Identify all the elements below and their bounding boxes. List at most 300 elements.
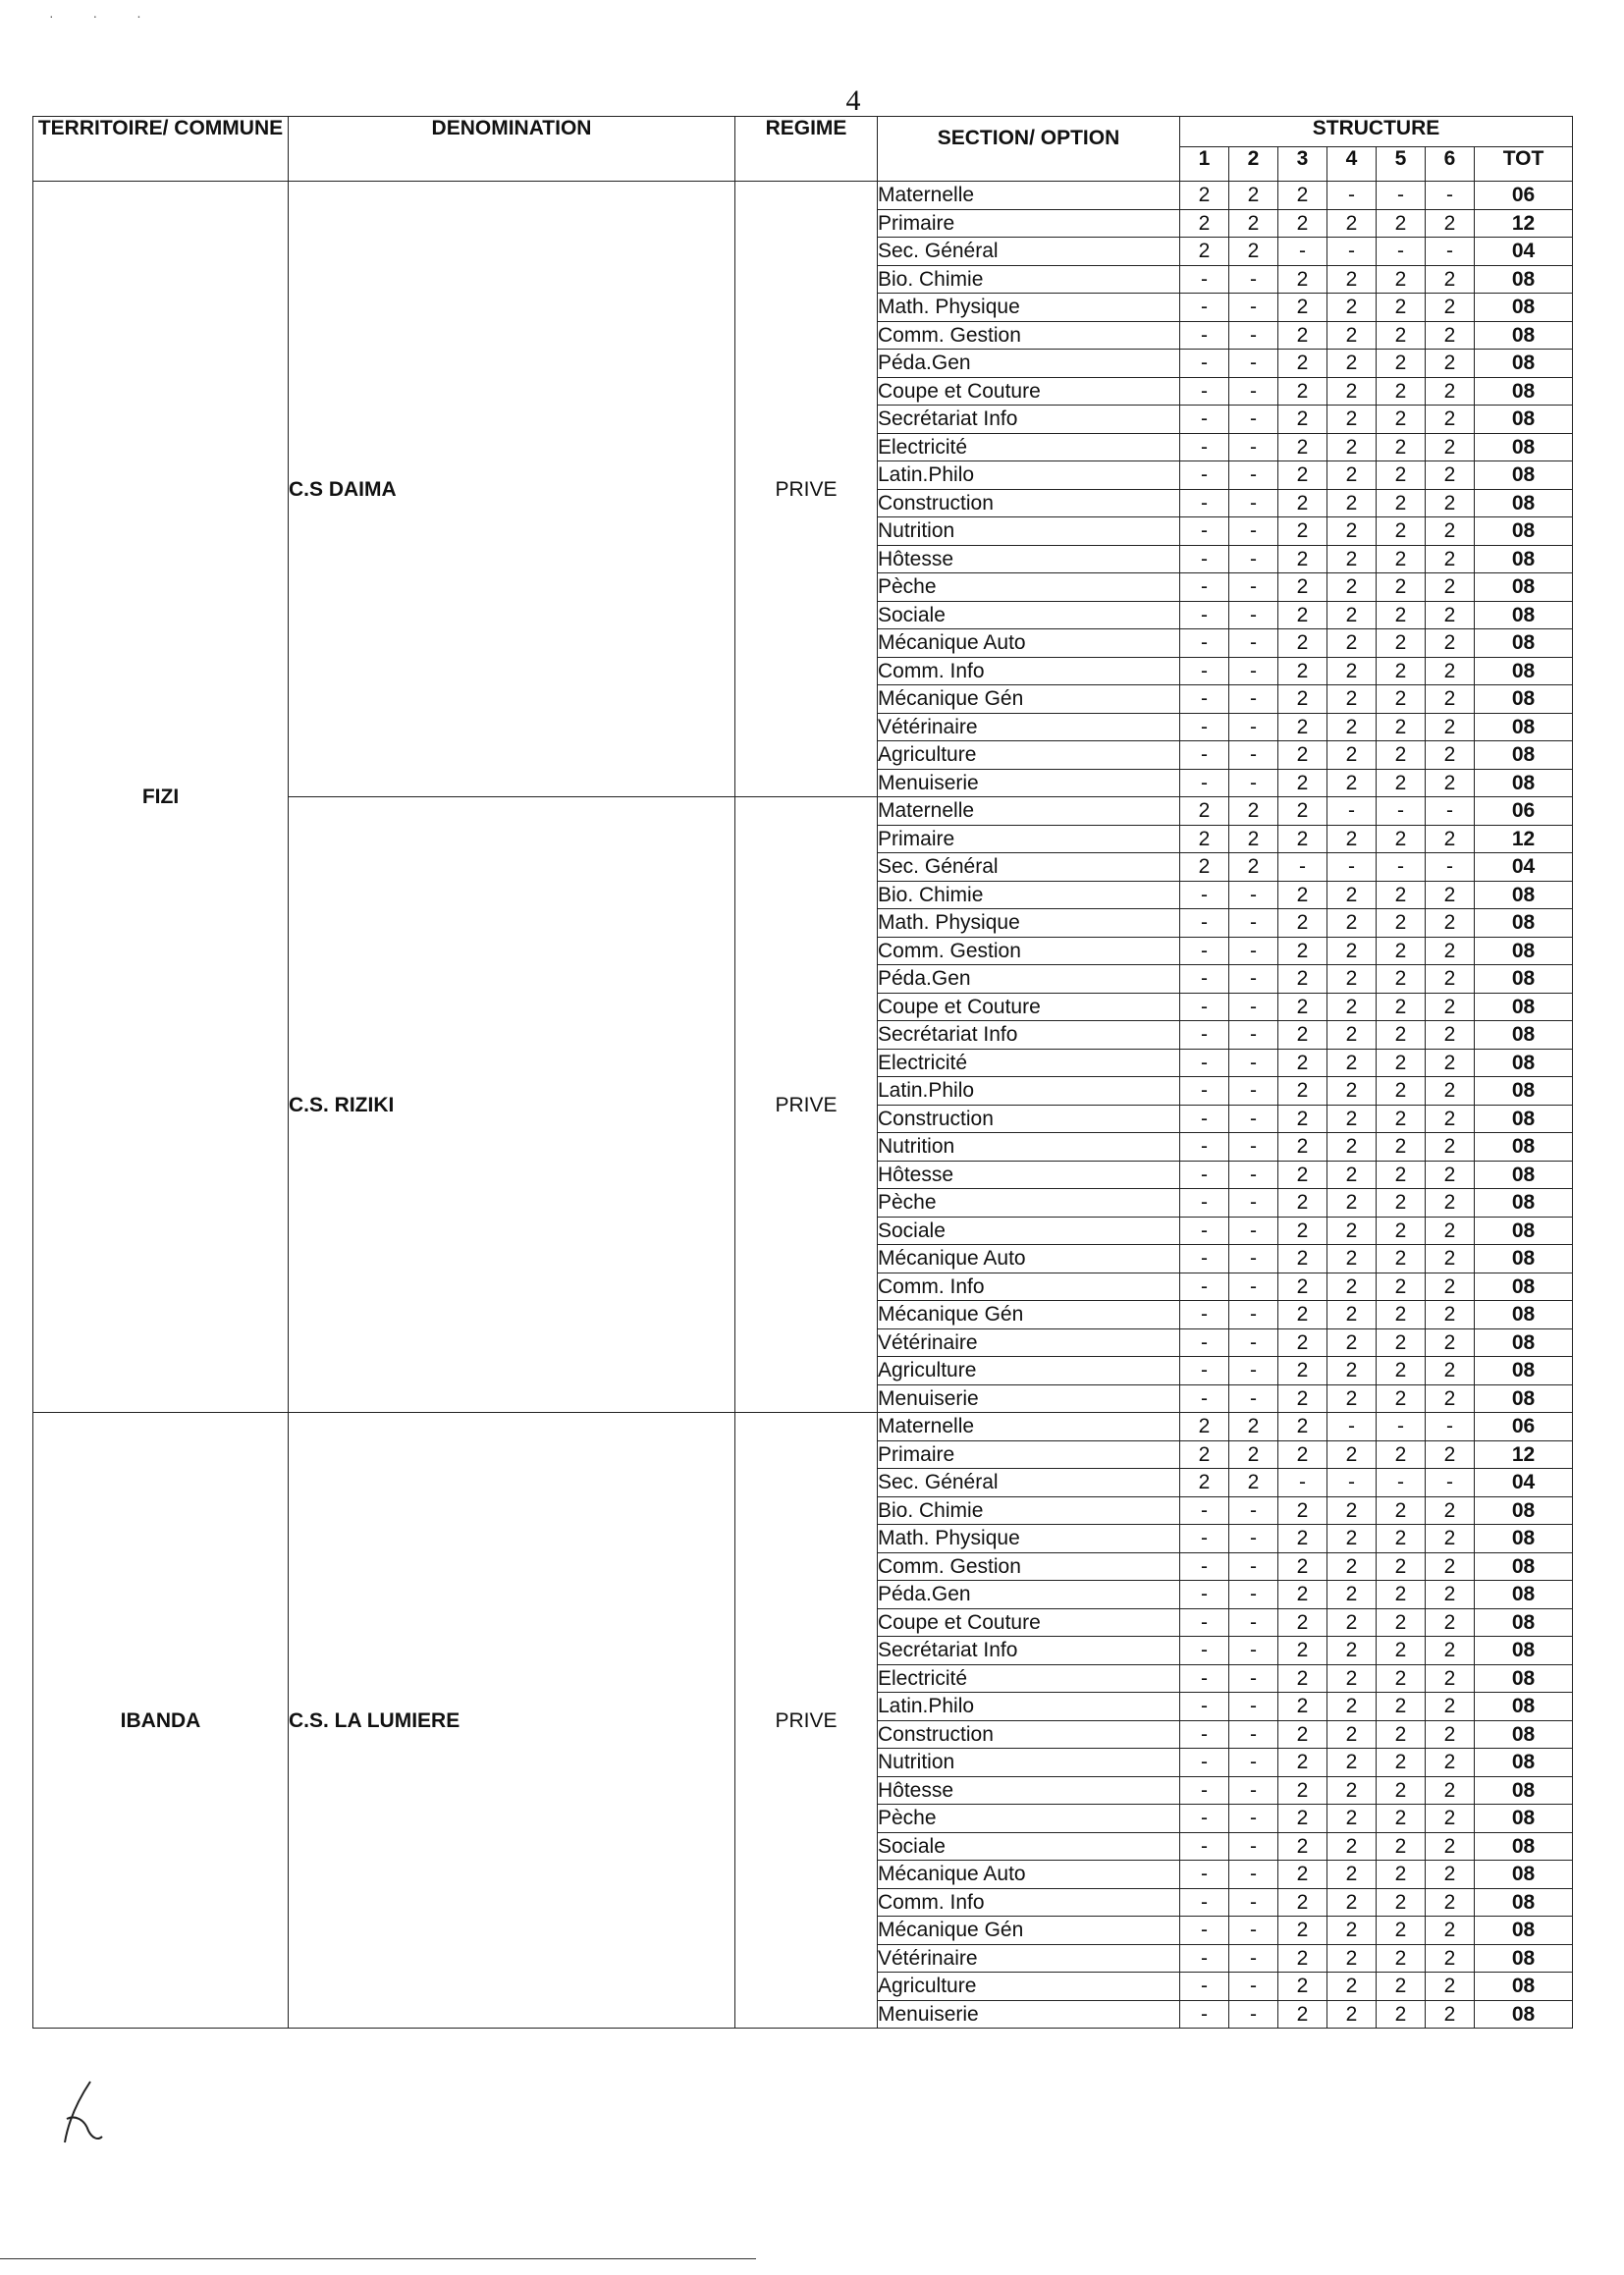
level-1-cell: -: [1180, 433, 1229, 461]
level-2-cell: -: [1229, 350, 1278, 378]
tot-cell: 08: [1475, 1944, 1573, 1973]
option-cell: Math. Physique: [878, 1525, 1180, 1553]
option-cell: Electricité: [878, 1664, 1180, 1693]
level-2-cell: -: [1229, 1161, 1278, 1189]
tot-cell: 08: [1475, 741, 1573, 770]
tot-cell: 08: [1475, 965, 1573, 994]
level-6-cell: 2: [1426, 825, 1475, 853]
tot-cell: 08: [1475, 1805, 1573, 1833]
level-1-cell: 2: [1180, 182, 1229, 210]
level-1-cell: -: [1180, 489, 1229, 517]
level-1-cell: -: [1180, 601, 1229, 629]
level-1-cell: -: [1180, 461, 1229, 490]
level-4-cell: 2: [1327, 1273, 1377, 1301]
level-6-cell: 2: [1426, 1273, 1475, 1301]
tot-cell: 08: [1475, 1973, 1573, 2001]
option-cell: Menuiserie: [878, 769, 1180, 797]
level-6-cell: 2: [1426, 1637, 1475, 1665]
tot-cell: 08: [1475, 601, 1573, 629]
level-6-cell: 2: [1426, 433, 1475, 461]
level-3-cell: 2: [1278, 1720, 1327, 1749]
level-5-cell: 2: [1377, 1637, 1426, 1665]
level-3-cell: 2: [1278, 1413, 1327, 1441]
level-1-cell: 2: [1180, 1440, 1229, 1469]
level-2-cell: -: [1229, 965, 1278, 994]
header-level-2: 2: [1229, 147, 1278, 182]
level-4-cell: -: [1327, 797, 1377, 826]
level-1-cell: -: [1180, 1861, 1229, 1889]
level-6-cell: -: [1426, 182, 1475, 210]
level-2-cell: -: [1229, 1496, 1278, 1525]
level-6-cell: 2: [1426, 713, 1475, 741]
level-6-cell: 2: [1426, 741, 1475, 770]
level-4-cell: 2: [1327, 461, 1377, 490]
level-4-cell: 2: [1327, 629, 1377, 658]
level-5-cell: 2: [1377, 629, 1426, 658]
level-2-cell: -: [1229, 881, 1278, 909]
level-6-cell: 2: [1426, 1440, 1475, 1469]
level-1-cell: 2: [1180, 209, 1229, 238]
option-cell: Coupe et Couture: [878, 993, 1180, 1021]
level-1-cell: -: [1180, 1720, 1229, 1749]
level-2-cell: 2: [1229, 853, 1278, 882]
level-1-cell: -: [1180, 1245, 1229, 1273]
option-cell: Hôtesse: [878, 1776, 1180, 1805]
level-5-cell: 2: [1377, 350, 1426, 378]
tot-cell: 08: [1475, 685, 1573, 714]
level-3-cell: 2: [1278, 1273, 1327, 1301]
option-cell: Menuiserie: [878, 2000, 1180, 2029]
level-3-cell: 2: [1278, 1440, 1327, 1469]
level-1-cell: -: [1180, 1189, 1229, 1218]
level-2-cell: -: [1229, 713, 1278, 741]
level-1-cell: -: [1180, 1357, 1229, 1385]
level-2-cell: -: [1229, 1917, 1278, 1945]
option-cell: Mécanique Gén: [878, 1917, 1180, 1945]
level-2-cell: -: [1229, 406, 1278, 434]
level-6-cell: 2: [1426, 1357, 1475, 1385]
level-5-cell: 2: [1377, 517, 1426, 546]
level-6-cell: -: [1426, 853, 1475, 882]
level-3-cell: 2: [1278, 377, 1327, 406]
level-6-cell: 2: [1426, 881, 1475, 909]
level-2-cell: -: [1229, 741, 1278, 770]
level-4-cell: 2: [1327, 1664, 1377, 1693]
level-6-cell: -: [1426, 1469, 1475, 1497]
level-6-cell: -: [1426, 797, 1475, 826]
tot-cell: 12: [1475, 1440, 1573, 1469]
level-2-cell: -: [1229, 265, 1278, 294]
level-5-cell: -: [1377, 1413, 1426, 1441]
level-2-cell: -: [1229, 377, 1278, 406]
tot-cell: 08: [1475, 1328, 1573, 1357]
level-5-cell: 2: [1377, 1189, 1426, 1218]
level-3-cell: 2: [1278, 1189, 1327, 1218]
level-2-cell: -: [1229, 1189, 1278, 1218]
level-4-cell: -: [1327, 1413, 1377, 1441]
header-regime: REGIME: [735, 117, 878, 182]
header-section-option: SECTION/ OPTION: [878, 117, 1180, 182]
level-6-cell: 2: [1426, 350, 1475, 378]
option-cell: Primaire: [878, 209, 1180, 238]
level-4-cell: 2: [1327, 406, 1377, 434]
option-cell: Latin.Philo: [878, 461, 1180, 490]
level-3-cell: 2: [1278, 1944, 1327, 1973]
level-2-cell: -: [1229, 1273, 1278, 1301]
level-4-cell: 2: [1327, 294, 1377, 322]
level-6-cell: 2: [1426, 573, 1475, 602]
level-4-cell: 2: [1327, 1301, 1377, 1329]
tot-cell: 08: [1475, 1105, 1573, 1133]
tot-cell: 08: [1475, 1133, 1573, 1162]
option-cell: Péda.Gen: [878, 350, 1180, 378]
level-3-cell: 2: [1278, 741, 1327, 770]
level-2-cell: -: [1229, 657, 1278, 685]
level-2-cell: -: [1229, 1552, 1278, 1581]
level-3-cell: 2: [1278, 1693, 1327, 1721]
level-6-cell: 2: [1426, 1693, 1475, 1721]
level-2-cell: -: [1229, 1049, 1278, 1077]
level-6-cell: 2: [1426, 1301, 1475, 1329]
header-territoire: TERRITOIRE/ COMMUNE: [33, 117, 289, 182]
level-1-cell: -: [1180, 1525, 1229, 1553]
option-cell: Primaire: [878, 825, 1180, 853]
tot-cell: 08: [1475, 1357, 1573, 1385]
level-6-cell: 2: [1426, 1496, 1475, 1525]
tot-cell: 08: [1475, 937, 1573, 965]
denomination-cell: C.S. LA LUMIERE: [289, 1413, 735, 2029]
level-2-cell: -: [1229, 2000, 1278, 2029]
header-level-1: 1: [1180, 147, 1229, 182]
level-1-cell: -: [1180, 1776, 1229, 1805]
tot-cell: 08: [1475, 461, 1573, 490]
tot-cell: 08: [1475, 909, 1573, 938]
level-3-cell: -: [1278, 238, 1327, 266]
tot-cell: 08: [1475, 489, 1573, 517]
level-1-cell: -: [1180, 1973, 1229, 2001]
level-2-cell: -: [1229, 321, 1278, 350]
tot-cell: 08: [1475, 1861, 1573, 1889]
level-2-cell: 2: [1229, 1440, 1278, 1469]
level-5-cell: 2: [1377, 461, 1426, 490]
level-3-cell: 2: [1278, 685, 1327, 714]
territoire-cell: IBANDA: [33, 1413, 289, 2029]
option-cell: Bio. Chimie: [878, 1496, 1180, 1525]
level-4-cell: 2: [1327, 1105, 1377, 1133]
level-4-cell: 2: [1327, 1077, 1377, 1106]
level-4-cell: 2: [1327, 517, 1377, 546]
level-1-cell: -: [1180, 769, 1229, 797]
level-4-cell: 2: [1327, 1832, 1377, 1861]
level-1-cell: -: [1180, 909, 1229, 938]
tot-cell: 08: [1475, 1832, 1573, 1861]
level-6-cell: -: [1426, 1413, 1475, 1441]
level-5-cell: 2: [1377, 1245, 1426, 1273]
option-cell: Math. Physique: [878, 294, 1180, 322]
signature-mark: [61, 2080, 104, 2144]
option-cell: Pèche: [878, 1189, 1180, 1218]
tot-cell: 08: [1475, 573, 1573, 602]
option-cell: Comm. Info: [878, 1273, 1180, 1301]
level-5-cell: 2: [1377, 489, 1426, 517]
level-2-cell: -: [1229, 1664, 1278, 1693]
level-1-cell: -: [1180, 573, 1229, 602]
level-3-cell: 2: [1278, 545, 1327, 573]
level-3-cell: 2: [1278, 1021, 1327, 1050]
table-row: [33, 1413, 1573, 1441]
tot-cell: 08: [1475, 433, 1573, 461]
level-5-cell: 2: [1377, 1077, 1426, 1106]
level-6-cell: 2: [1426, 545, 1475, 573]
option-cell: Maternelle: [878, 797, 1180, 826]
option-cell: Comm. Gestion: [878, 937, 1180, 965]
level-3-cell: 2: [1278, 517, 1327, 546]
option-cell: Coupe et Couture: [878, 1608, 1180, 1637]
option-cell: Construction: [878, 489, 1180, 517]
level-4-cell: 2: [1327, 1440, 1377, 1469]
level-4-cell: 2: [1327, 1552, 1377, 1581]
level-3-cell: 2: [1278, 350, 1327, 378]
tot-cell: 06: [1475, 797, 1573, 826]
level-3-cell: 2: [1278, 321, 1327, 350]
tot-cell: 08: [1475, 1161, 1573, 1189]
level-6-cell: 2: [1426, 601, 1475, 629]
level-4-cell: 2: [1327, 937, 1377, 965]
level-3-cell: 2: [1278, 1776, 1327, 1805]
level-1-cell: -: [1180, 1384, 1229, 1413]
denomination-cell: C.S DAIMA: [289, 182, 735, 797]
level-2-cell: -: [1229, 1693, 1278, 1721]
level-3-cell: 2: [1278, 2000, 1327, 2029]
option-cell: Secrétariat Info: [878, 1021, 1180, 1050]
option-cell: Bio. Chimie: [878, 265, 1180, 294]
level-5-cell: 2: [1377, 1664, 1426, 1693]
level-4-cell: 2: [1327, 1496, 1377, 1525]
level-4-cell: -: [1327, 182, 1377, 210]
tot-cell: 12: [1475, 209, 1573, 238]
level-6-cell: 2: [1426, 909, 1475, 938]
level-1-cell: -: [1180, 1105, 1229, 1133]
tot-cell: 08: [1475, 1525, 1573, 1553]
level-6-cell: 2: [1426, 1077, 1475, 1106]
tot-cell: 08: [1475, 1217, 1573, 1245]
tot-cell: 08: [1475, 1720, 1573, 1749]
level-3-cell: 2: [1278, 937, 1327, 965]
level-3-cell: 2: [1278, 433, 1327, 461]
regime-cell: PRIVE: [735, 1413, 878, 2029]
level-4-cell: 2: [1327, 1217, 1377, 1245]
level-6-cell: -: [1426, 238, 1475, 266]
level-2-cell: -: [1229, 461, 1278, 490]
level-4-cell: -: [1327, 1469, 1377, 1497]
level-5-cell: 2: [1377, 209, 1426, 238]
option-cell: Vétérinaire: [878, 1328, 1180, 1357]
level-4-cell: 2: [1327, 713, 1377, 741]
level-2-cell: -: [1229, 993, 1278, 1021]
tot-cell: 08: [1475, 294, 1573, 322]
level-6-cell: 2: [1426, 377, 1475, 406]
level-2-cell: -: [1229, 573, 1278, 602]
level-3-cell: 2: [1278, 1637, 1327, 1665]
option-cell: Nutrition: [878, 1749, 1180, 1777]
level-2-cell: -: [1229, 1805, 1278, 1833]
level-2-cell: -: [1229, 545, 1278, 573]
level-3-cell: 2: [1278, 209, 1327, 238]
level-2-cell: 2: [1229, 182, 1278, 210]
level-3-cell: 2: [1278, 993, 1327, 1021]
level-1-cell: -: [1180, 1133, 1229, 1162]
table-row: [33, 182, 1573, 210]
level-4-cell: 2: [1327, 769, 1377, 797]
level-4-cell: 2: [1327, 601, 1377, 629]
option-cell: Vétérinaire: [878, 713, 1180, 741]
tot-cell: 08: [1475, 517, 1573, 546]
level-2-cell: -: [1229, 1301, 1278, 1329]
level-1-cell: -: [1180, 1749, 1229, 1777]
level-5-cell: 2: [1377, 769, 1426, 797]
level-6-cell: 2: [1426, 1861, 1475, 1889]
level-5-cell: 2: [1377, 1973, 1426, 2001]
level-4-cell: -: [1327, 238, 1377, 266]
option-cell: Sec. Général: [878, 1469, 1180, 1497]
level-5-cell: 2: [1377, 406, 1426, 434]
level-5-cell: 2: [1377, 937, 1426, 965]
level-2-cell: -: [1229, 1133, 1278, 1162]
level-4-cell: 2: [1327, 1384, 1377, 1413]
level-1-cell: -: [1180, 1552, 1229, 1581]
level-6-cell: 2: [1426, 1944, 1475, 1973]
level-6-cell: 2: [1426, 657, 1475, 685]
tot-cell: 08: [1475, 629, 1573, 658]
option-cell: Pèche: [878, 1805, 1180, 1833]
level-6-cell: 2: [1426, 1161, 1475, 1189]
level-3-cell: 2: [1278, 1217, 1327, 1245]
tot-cell: 08: [1475, 1888, 1573, 1917]
header-level-4: 4: [1327, 147, 1377, 182]
level-3-cell: -: [1278, 853, 1327, 882]
level-2-cell: -: [1229, 1944, 1278, 1973]
level-1-cell: -: [1180, 713, 1229, 741]
level-3-cell: 2: [1278, 1161, 1327, 1189]
level-2-cell: -: [1229, 294, 1278, 322]
level-3-cell: 2: [1278, 489, 1327, 517]
option-cell: Sociale: [878, 601, 1180, 629]
level-4-cell: -: [1327, 853, 1377, 882]
level-6-cell: 2: [1426, 1608, 1475, 1637]
tot-cell: 08: [1475, 1917, 1573, 1945]
level-5-cell: 2: [1377, 1888, 1426, 1917]
level-3-cell: 2: [1278, 1384, 1327, 1413]
level-3-cell: 2: [1278, 1245, 1327, 1273]
level-2-cell: 2: [1229, 1413, 1278, 1441]
level-5-cell: 2: [1377, 1944, 1426, 1973]
tot-cell: 08: [1475, 321, 1573, 350]
level-4-cell: 2: [1327, 1973, 1377, 2001]
option-cell: Menuiserie: [878, 1384, 1180, 1413]
level-5-cell: 2: [1377, 1581, 1426, 1609]
option-cell: Sociale: [878, 1832, 1180, 1861]
level-6-cell: 2: [1426, 461, 1475, 490]
level-3-cell: 2: [1278, 1357, 1327, 1385]
level-1-cell: -: [1180, 1328, 1229, 1357]
option-cell: Bio. Chimie: [878, 881, 1180, 909]
level-4-cell: 2: [1327, 321, 1377, 350]
tot-cell: 04: [1475, 1469, 1573, 1497]
option-cell: Sec. Général: [878, 853, 1180, 882]
tot-cell: 08: [1475, 1581, 1573, 1609]
territoire-cell: FIZI: [33, 182, 289, 1413]
option-cell: Sec. Général: [878, 238, 1180, 266]
level-6-cell: 2: [1426, 1245, 1475, 1273]
option-cell: Secrétariat Info: [878, 406, 1180, 434]
level-3-cell: 2: [1278, 1301, 1327, 1329]
table-header: [33, 117, 1573, 182]
tot-cell: 08: [1475, 1049, 1573, 1077]
level-4-cell: 2: [1327, 909, 1377, 938]
level-3-cell: 2: [1278, 573, 1327, 602]
level-6-cell: 2: [1426, 2000, 1475, 2029]
option-cell: Péda.Gen: [878, 1581, 1180, 1609]
level-2-cell: -: [1229, 685, 1278, 714]
level-2-cell: -: [1229, 1021, 1278, 1050]
level-3-cell: 2: [1278, 629, 1327, 658]
tot-cell: 08: [1475, 1637, 1573, 1665]
option-cell: Maternelle: [878, 1413, 1180, 1441]
level-1-cell: 2: [1180, 825, 1229, 853]
level-3-cell: 2: [1278, 881, 1327, 909]
level-6-cell: 2: [1426, 1720, 1475, 1749]
level-6-cell: 2: [1426, 937, 1475, 965]
level-5-cell: 2: [1377, 1776, 1426, 1805]
level-5-cell: 2: [1377, 433, 1426, 461]
regime-cell: PRIVE: [735, 797, 878, 1413]
scan-marks: · · ·: [49, 8, 159, 24]
level-3-cell: 2: [1278, 1133, 1327, 1162]
option-cell: Sociale: [878, 1217, 1180, 1245]
option-cell: Hôtesse: [878, 545, 1180, 573]
level-5-cell: 2: [1377, 1301, 1426, 1329]
level-2-cell: -: [1229, 1105, 1278, 1133]
level-5-cell: 2: [1377, 1328, 1426, 1357]
level-3-cell: 2: [1278, 1917, 1327, 1945]
level-5-cell: 2: [1377, 713, 1426, 741]
table-body: [33, 182, 1573, 2029]
level-6-cell: 2: [1426, 321, 1475, 350]
tot-cell: 08: [1475, 769, 1573, 797]
level-2-cell: 2: [1229, 797, 1278, 826]
tot-cell: 06: [1475, 1413, 1573, 1441]
level-6-cell: 2: [1426, 1973, 1475, 2001]
option-cell: Mécanique Auto: [878, 629, 1180, 658]
level-2-cell: -: [1229, 1217, 1278, 1245]
level-1-cell: -: [1180, 265, 1229, 294]
header-level-3: 3: [1278, 147, 1327, 182]
level-2-cell: -: [1229, 1525, 1278, 1553]
level-2-cell: -: [1229, 1720, 1278, 1749]
level-3-cell: 2: [1278, 1328, 1327, 1357]
level-1-cell: -: [1180, 657, 1229, 685]
option-cell: Vétérinaire: [878, 1944, 1180, 1973]
level-3-cell: 2: [1278, 825, 1327, 853]
level-1-cell: -: [1180, 377, 1229, 406]
level-5-cell: 2: [1377, 1749, 1426, 1777]
level-3-cell: 2: [1278, 1552, 1327, 1581]
level-5-cell: 2: [1377, 1105, 1426, 1133]
level-5-cell: 2: [1377, 1357, 1426, 1385]
level-5-cell: 2: [1377, 1608, 1426, 1637]
level-5-cell: 2: [1377, 1917, 1426, 1945]
level-1-cell: -: [1180, 965, 1229, 994]
